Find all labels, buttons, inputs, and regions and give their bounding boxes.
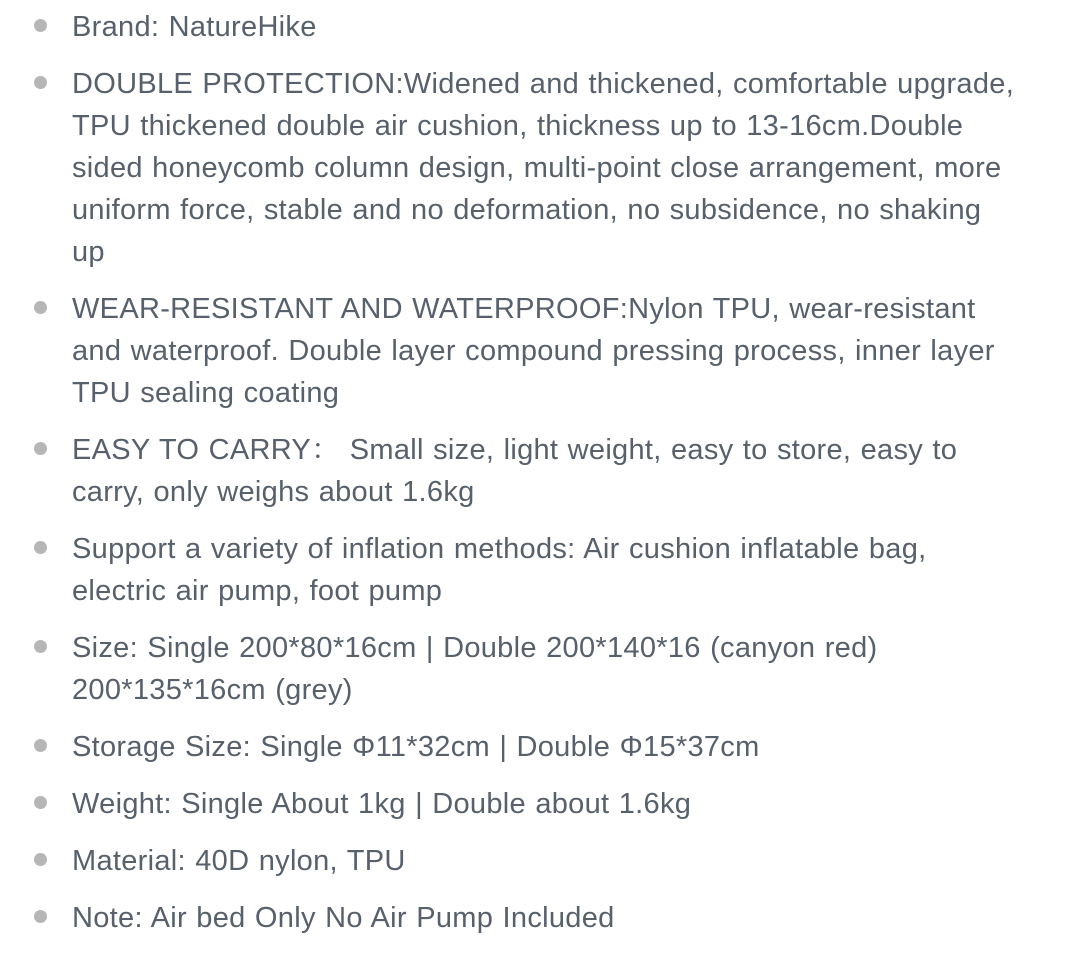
bullet-dot-icon <box>34 442 47 455</box>
bullet-dot-icon <box>34 541 47 554</box>
bullet-dot-icon <box>34 76 47 89</box>
feature-item <box>34 288 1050 414</box>
feature-item <box>34 783 1050 825</box>
feature-item <box>34 429 1050 513</box>
feature-item <box>34 840 1050 882</box>
feature-text: Brand: NatureHike <box>72 11 317 43</box>
feature-item <box>34 63 1050 273</box>
bullet-dot-icon <box>34 19 47 32</box>
feature-item <box>34 6 1050 48</box>
feature-item <box>34 528 1050 612</box>
feature-text: EASY TO CARRY： Small size, light weight, easy to store, easy to carry, only weighs about 1.6kg <box>72 434 958 508</box>
feature-item <box>34 897 1050 939</box>
feature-text: Storage Size: Single Φ11*32cm | Double Φ15*37cm <box>72 731 760 763</box>
feature-text: Note: Air bed Only No Air Pump Included <box>72 902 615 934</box>
feature-text: DOUBLE PROTECTION:Widened and thickened, comfortable upgrade, TPU thickened double air cushion, thickness up to 13-16cm.Double sided honeycomb column design, multi-point close arrangement, more uniform force, stable and no deformation, no subsidence, no shaking up <box>72 68 1015 268</box>
feature-text: WEAR-RESISTANT AND WATERPROOF:Nylon TPU, wear-resistant and waterproof. Double layer compound pressing process, inner layer TPU sealing coating <box>72 293 995 409</box>
bullet-dot-icon <box>34 853 47 866</box>
bullet-dot-icon <box>34 301 47 314</box>
feature-text: Size: Single 200*80*16cm | Double 200*140*16 (canyon red) 200*135*16cm (grey) <box>72 632 878 706</box>
bullet-dot-icon <box>34 640 47 653</box>
feature-item <box>34 726 1050 768</box>
bullet-dot-icon <box>34 910 47 923</box>
feature-text: Weight: Single About 1kg | Double about 1.6kg <box>72 788 692 820</box>
bullet-dot-icon <box>34 796 47 809</box>
feature-text: Support a variety of inflation methods: Air cushion inflatable bag, electric air pump, foot pump <box>72 533 927 607</box>
feature-item <box>34 627 1050 711</box>
bullet-dot-icon <box>34 739 47 752</box>
feature-text: Material: 40D nylon, TPU <box>72 845 406 877</box>
